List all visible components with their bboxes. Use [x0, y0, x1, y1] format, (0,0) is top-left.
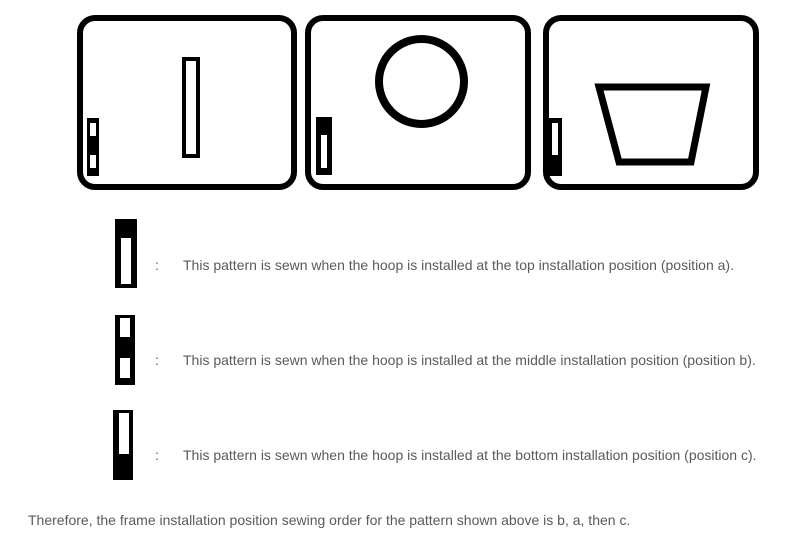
legend-separator: : [155, 447, 159, 463]
indicator-slot [90, 155, 96, 168]
hoop-position-bottom-legend-icon [113, 410, 133, 480]
hoop-position-middle-legend-icon [115, 315, 135, 385]
pattern-frame-trapezoid [543, 15, 759, 190]
legend-separator: : [155, 352, 159, 368]
pattern-frame-circle [305, 15, 531, 190]
indicator-slot [120, 358, 130, 378]
indicator-slot [90, 123, 96, 136]
hoop-position-bottom-icon [549, 118, 562, 176]
pattern-frame-bar [77, 15, 297, 190]
legend-text-position-c: This pattern is sewn when the hoop is installed at the bottom installation position (position c). [183, 447, 757, 463]
conclusion-text: Therefore, the frame installation position sewing order for the pattern shown above is b, a, then c. [28, 512, 631, 528]
legend-text-position-a: This pattern is sewn when the hoop is installed at the top installation position (position a). [183, 257, 734, 273]
hoop-position-top-legend-icon [115, 219, 137, 288]
hoop-position-middle-icon [87, 118, 99, 176]
trapezoid-pattern-icon [549, 21, 753, 184]
legend-text-position-b: This pattern is sewn when the hoop is installed at the middle installation position (position b). [183, 352, 756, 368]
vertical-bar-pattern-icon [182, 57, 200, 158]
indicator-slot [552, 123, 558, 155]
indicator-slot [119, 413, 129, 454]
indicator-slot [121, 238, 131, 284]
indicator-slot [321, 135, 327, 168]
legend-separator: : [155, 257, 159, 273]
circle-pattern-icon [375, 35, 468, 128]
indicator-slot [120, 318, 130, 337]
hoop-position-top-icon [316, 117, 332, 175]
